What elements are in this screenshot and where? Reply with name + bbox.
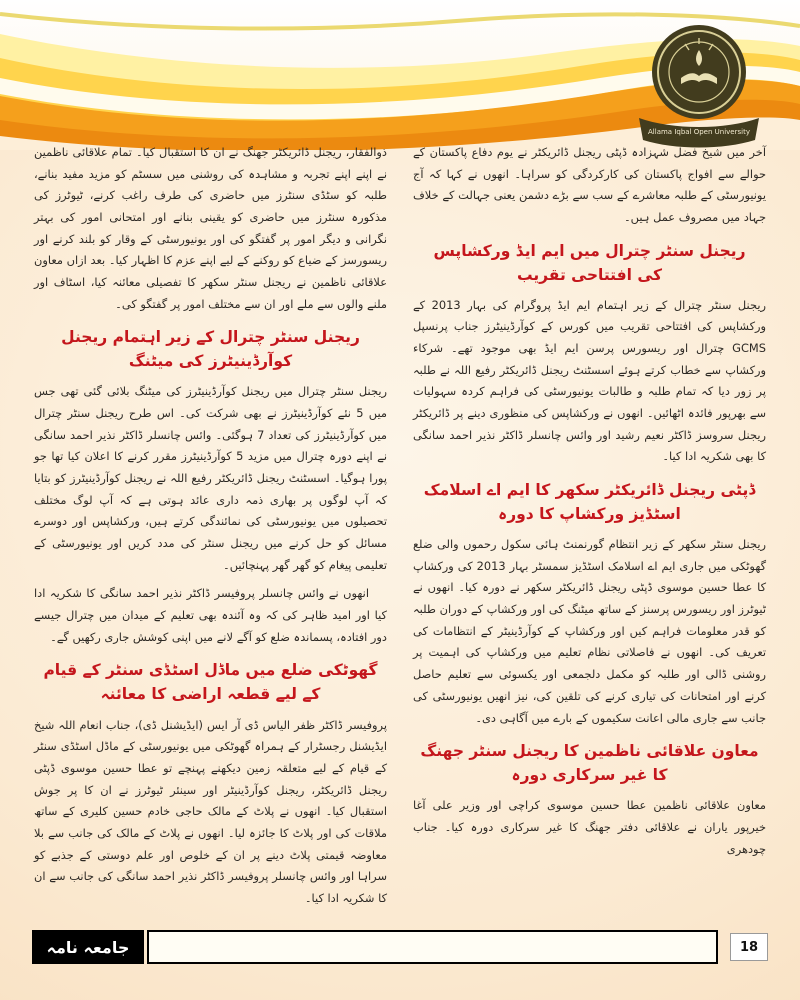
article-columns (34, 142, 766, 914)
paragraph: ریجنل سنٹر چترال کے زیر اہتمام ایم ایڈ پروگرام کی بہار 2013 کے ورکشاپس کی افتتاحی تقریب میں کورس کے کوآرڈینیٹرز جناب پرنسپل GCMS چترال اور ریسورس پرسن ایم ایڈ بھی موجود تھے۔ شرکاء ورکشاپ سے خطاب کرتے ہوئے اسسٹنٹ ریجنل ڈائریکٹر رفیع اللہ نے طلبہ پر زور دیا کہ تمام طلبہ و طالبات یونیورسٹی کی فراہم کردہ سہولیات سے بھرپور فائدہ اٹھائیں۔ انھوں نے ورکشاپس کی منظوری دینے پر ڈائریکٹر ریجنل سروسز ڈاکٹر نعیم رشید اور وائس چانسلر ڈاکٹر نذیر احمد سانگی کا بھی شکریہ ادا کیا۔ (413, 297, 766, 464)
paragraph: ذوالفقار، ریجنل ڈائریکٹر جھنگ نے ان کا استقبال کیا۔ تمام علاقائی ناظمین نے اپنے اپنے تجربہ و مشاہدہ کی روشنی میں سسٹم کو مزید مفید بنانے، طلبہ کو سٹڈی سنٹرز میں حاضری کی طرف راغب کرنے، ٹیوٹرز کی مذکورہ سنٹرز میں حاضری کو یقینی بنانے اور امتحانی امور کی بہتر نگرانی و دیگر امور پر گفتگو کی اور یونیورسٹی کے وقار کو بلند کرنے اور ریسورسز کے ضیاع کو روکنے کے لیے اپنے عزم کا اظہار کیا۔ بعد ازاں معاون علاقائی ناظمین نے ریجنل سنٹر سکھر کا تفصیلی معائنہ کیا، اسٹاف اور ملنے والوں سے ملے اور ان سے مختلف امور پر گفتگو کی۔ (34, 145, 387, 311)
footer-bar (32, 930, 768, 964)
section-heading: گھوٹکی ضلع میں ماڈل اسٹڈی سنٹر کے قیام کے لیے قطعہ اراضی کا معائنہ (43, 661, 378, 704)
footer-strip (147, 930, 718, 964)
logo-banner-text: Allama Iqbal Open University (648, 128, 750, 136)
paragraph: انھوں نے وائس چانسلر پروفیسر ڈاکٹر نذیر احمد سانگی کا شکریہ ادا کیا اور امید ظاہر کی کہ وہ آئندہ بھی تعلیم کے میدان میں چترال جیسے دور افتادہ، پسماندہ ضلع کو آگے لانے میں اپنی کوشش جاری رکھیں گے۔ (34, 586, 387, 644)
newsletter-title: جامعہ نامہ (32, 930, 144, 964)
paragraph: معاون علاقائی ناظمین عطا حسین موسوی کراچی اور وزیر علی آغا خیرپور یاران نے علاقائی دفتر جھنگ کا غیر سرکاری دورہ کیا۔ جناب چودھری (413, 798, 766, 856)
paragraph: پروفیسر ڈاکٹر ظفر الیاس ڈی آر ایس (ایڈیشنل ڈی)، جناب انعام اللہ شیخ ایڈیشنل رجسٹرار کے ہمراہ گھوٹکی میں یونیورسٹی کے ماڈل اسٹڈی سنٹر کے قیام کے لیے متعلقہ زمین دیکھنے پہنچے تو عطا حسین موسوی ڈپٹی ریجنل ڈائریکٹر، ریجنل کوآرڈینیٹر اور سینئر ٹیوٹرز نے ان کا پر جوش استقبال کیا۔ انھوں نے پلاٹ کے مالک حاجی خادم حسین کلیری کے ساتھ ملاقات کی اور پلاٹ کا جائزہ لیا۔ انھوں نے پلاٹ کے مالک کی جانب سے بلا معاوضہ قیمتی پلاٹ دینے پر ان کے خلوص اور علم دوستی کے جذبے کو سراہا اور وائس چانسلر پروفیسر ڈاکٹر نذیر احمد سانگی کی جانب سے ان کا شکریہ ادا کیا۔ (34, 717, 387, 905)
section-heading: ریجنل سنٹر چترال کے زیر اہتمام ریجنل کوآرڈینیٹرز کی میٹنگ (61, 328, 360, 371)
page-number: 18 (730, 933, 768, 961)
paragraph: آخر میں شیخ فضل شہزادہ ڈپٹی ریجنل ڈائریکٹر نے یوم دفاع پاکستان کے حوالے سے افواج پاکستان کی کارکردگی کو سراہا۔ انھوں نے کہا کہ آج یونیورسٹی کے طلبہ معاشرے کے سب سے بڑے دشمن یعنی جہالت کے خلاف جہاد میں مصروف عمل ہیں۔ (413, 145, 766, 225)
section-heading: ڈپٹی ریجنل ڈائریکٹر سکھر کا ایم اے اسلامک اسٹڈیز ورکشاپ کا دورہ (423, 481, 756, 524)
paragraph: ریجنل سنٹر سکھر کے زیر انتظام گورنمنٹ ہائی سکول رحموں والی ضلع گھوٹکی میں جاری ایم اے اسلامک اسٹڈیز سمسٹر بہار 2013 کی ورکشاپ کا عطا حسین موسوی ڈپٹی ریجنل ڈائریکٹر سکھر نے دورہ کیا۔ انھوں نے ٹیوٹرز اور ریسورس پرسنز کے ساتھ میٹنگ کی اور ورکشاپ کے دوران طلبہ کو قدر معلومات فراہم کیں اور ورکشاپ کے کوآرڈینیٹر کے انتظامات کی تعریف کی۔ انھوں نے فاصلاتی نظام تعلیم میں ورکشاپ کی اہمیت پر روشنی ڈالی اور طلبہ کو مکمل دلجمعی اور یکسوئی سے تعلیم حاصل کرنے اور امتحانات کی تیاری کرنے کی تلقین کی، نیز انھیں یونیورسٹی کی جانب سے جاری مالی اعانت سکیموں کے بارے میں آگاہی دی۔ (413, 537, 766, 725)
column-left (34, 142, 387, 914)
section-heading: معاون علاقائی ناظمین کا ریجنل سنٹر جھنگ کا غیر سرکاری دورہ (420, 742, 759, 785)
paragraph: ریجنل سنٹر چترال میں ریجنل کوآرڈینیٹرز کی میٹنگ بلائی گئی تھی جس میں 5 نئے کوآرڈینیٹرز نے بھی شرکت کی۔ اس طرح ریجنل سنٹر چترال میں کوآرڈینیٹرز کی تعداد 7 ہوگئی۔ وائس چانسلر ڈاکٹر نذیر احمد سانگی نے اپنے دورہ چترال میں مزید 5 کوآرڈینیٹرز مقرر کرنے کا اعلان کیا تھا جو پورا ہوگیا۔ اسسٹنٹ ریجنل ڈائریکٹر رفیع اللہ نے ریجنل کوآرڈینیٹرز کو بتایا کہ آپ لوگوں پر بھاری ذمہ داری عائد ہوتی ہے کہ آپ لوگ مختلف تحصیلوں میں یونیورسٹی کی نمائندگی کرتے ہیں، ورکشاپس اور دوسرے مسائل کو حل کرنے میں ریجنل سنٹر کی مدد کریں اور یونیورسٹی کے تعلیمی پیغام کو گھر گھر پہنچائیں۔ (34, 384, 387, 572)
section-heading: ریجنل سنٹر چترال میں ایم ایڈ ورکشاپس کی افتتاحی تقریب (433, 241, 746, 284)
university-logo (632, 20, 766, 148)
column-right (413, 142, 766, 914)
